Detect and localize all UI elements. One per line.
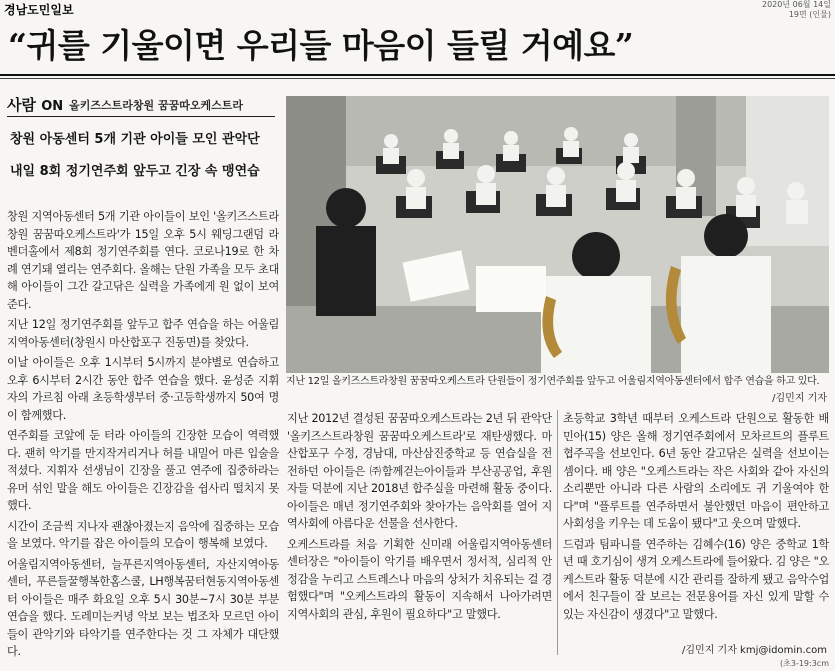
column-divider	[557, 410, 558, 655]
paragraph: 드럼과 팀파니를 연주하는 김혜수(16) 양은 중학교 1학년 때 호기심이 생겨 오케스트라에 들어왔다. 김 양은 "오케스트라 활동 덕분에 시간 관리를 잘하게 됐고 음악수업에서 친구들이 잘 보르는 전문용어를 자신 있게 말할 수 있는 자신감이 생겼다"고 말했다.	[563, 537, 829, 621]
rehearsal-photo-illustration	[286, 96, 829, 373]
section-header	[7, 96, 277, 113]
article-photo	[286, 96, 829, 373]
headline-rule	[0, 74, 835, 76]
paragraph: 창원 지역아동센터 5개 기관 아이들이 보인 '올키즈스트라창원 꿈꿈따오케스트라'가 15일 오후 5시 웨딩그랜덤 라벤더홀에서 제8회 정기연주회를 연다. 코로나19로 한 차례 연기돼 열리는 연주회다. 올해는 단원 가족을 모두 초대해 아이들이 그간 갈고닦은 실력을 가족에게 원 없이 보여준다.	[7, 210, 279, 311]
subheadline-1: 창원 아동센터 5개 기관 아이들 모인 관악단	[10, 132, 260, 147]
newspaper-masthead: 경남도민일보	[4, 3, 74, 17]
paragraph: 초등학교 3학년 때부터 오케스트라 단원으로 활동한 배민아(15) 양은 올해 정기연주회에서 모차르트의 플루트 협주곡을 선보인다. 6년 동안 갈고닦은 실력을 선보이는 셈이다. 배 양은 "오케스트라는 작은 사회와 같아 자신의 소리뿐만 아니라 다른 사람의 소리에도 귀 기울여야 한다"며 "플루트를 연주하면서 불안했던 마음이 편안하고 사회성을 키우는 데 도움이 됐다"고 웃으며 말했다.	[563, 412, 829, 530]
body-column-3	[563, 410, 829, 640]
subheadline-2: 내일 8회 정기연주회 앞두고 긴장 속 맹연습	[10, 164, 260, 179]
headline-rule-thin	[0, 78, 835, 79]
section-underline	[7, 116, 275, 117]
section-subject: 올키즈스트라창원 꿈꿈따오케스트라	[69, 98, 244, 112]
photo-caption: 지난 12일 올키즈스트라창원 꿈꿈따오케스트라 단원들이 정기연주회를 앞두고 어울림지역아동센터에서 합주 연습을 하고 있다.	[286, 376, 820, 387]
paragraph: 어울림지역아동센터, 늘푸른지역아동센터, 자산지역아동센터, 푸른들꿀행복한홈스쿨, LH행복꿈터현동지역아동센터 아이들은 매주 화요일 오후 5시 30분~7시 30분 부분 연습을 했다. 도레미는커녕 악보 보는 법조차 모르던 아이들이 관악기와 타악기를 연주한다는 것 그 자체가 대단했다.	[7, 557, 279, 658]
dateline	[762, 0, 831, 20]
body-column-1	[7, 208, 279, 668]
section-tag-ko: 사람	[7, 96, 36, 114]
publish-date: 2020년 06월 14일	[762, 0, 831, 9]
paragraph: 오케스트라를 처음 기획한 신미래 어울림지역아동센터 센터장은 "아이들이 악기를 배우면서 정서적, 심리적 안정감을 누리고 스트레스나 마음의 상처가 치유되는 걸 경험했다"며 "오케스트라의 활동이 지속해서 나아가려면 지역사회의 관심, 후원이 필요하다"고 말했다.	[287, 537, 552, 621]
paragraph: 이날 아이들은 오후 1시부터 5시까지 분야별로 연습하고 오후 6시부터 2시간 동안 합주 연습을 했다. 윤성준 지휘자의 가르침 아래 초등학생부터 중·고등학생까지 50여 명이 함께했다.	[7, 356, 279, 422]
paragraph: 시간이 조금씩 지나자 괜찮아졌는지 음악에 집중하는 모습을 보였다. 악기를 잡은 아이들의 모습이 행복해 보였다.	[7, 519, 279, 550]
article-byline: /김민지 기자 kmj@idomin.com	[682, 645, 827, 656]
page-section: 19면 (인물)	[788, 10, 831, 19]
headline: “귀를 기울이면 우리들 마음이 들릴 거예요”	[8, 26, 634, 65]
paragraph: 연주회를 코앞에 둔 터라 아이들의 긴장한 모습이 역력했다. 괜히 악기를 만지작거리거나 허를 내밀어 마른 입술을 적셨다. 지휘자 선생님이 긴장을 풀고 연주에 집중하라는 유머 섞인 말을 해도 아이들은 긴장감을 쉽사리 떨치지 못했다.	[7, 429, 279, 512]
paragraph: 지난 2012년 결성된 꿈꿈따오케스트라는 2년 뒤 관악단 '올키즈스트라창원 꿈꿈따오케스트라'로 재탄생했다. 마산합포구 수정, 경남대, 마산삼진중학교 등 연습실을 전전하던 아이들은 ㈜함께걷는아이들과 부산공공업, 후원자들 덕분에 지난 2018년 합주실을 마련해 활동 중이다. 아이들은 매년 정기연주회와 찾아가는 음악회를 열어 지역사회에 아름다운 선물을 선사한다.	[287, 412, 552, 530]
section-tag	[7, 94, 63, 115]
page-code: (초3-19:3cm	[780, 659, 829, 668]
photo-credit: /김민지 기자	[772, 393, 827, 404]
paragraph: 지난 12일 정기연주회를 앞두고 합주 연습을 하는 어울림지역아동센터(창원시 마산합포구 진동면)를 찾았다.	[7, 318, 279, 349]
body-column-2	[287, 410, 552, 660]
section-tag-en: ON	[41, 99, 64, 114]
